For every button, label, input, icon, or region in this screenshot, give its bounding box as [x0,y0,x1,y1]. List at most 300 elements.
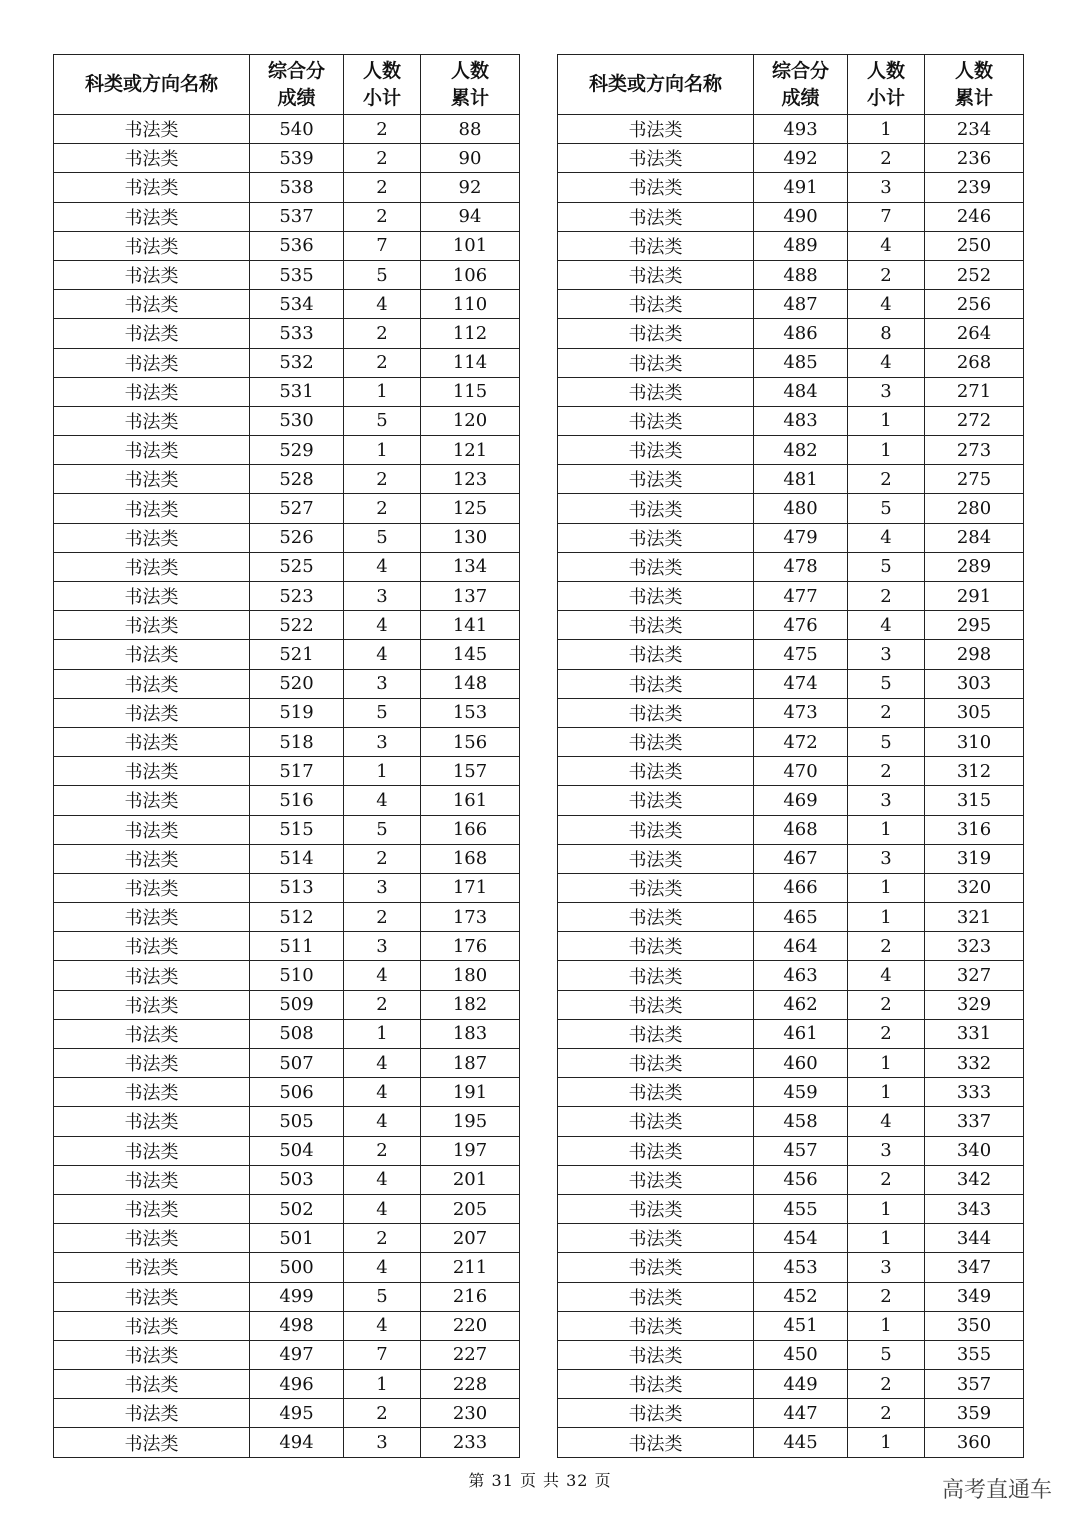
cell-name: 书法类 [54,319,250,348]
cell-cumulative: 112 [421,319,520,348]
cell-count: 3 [344,582,421,611]
cell-cumulative: 211 [421,1253,520,1282]
cell-count: 3 [848,640,925,669]
cell-score: 459 [754,1078,848,1107]
cell-score: 531 [250,377,344,406]
table-row [54,961,520,990]
cell-name: 书法类 [558,231,754,260]
cell-cumulative: 268 [925,348,1024,377]
cell-count: 5 [344,1282,421,1311]
cell-count: 3 [344,932,421,961]
cell-count: 7 [344,1340,421,1369]
table-row [558,1019,1024,1048]
cell-score: 454 [754,1224,848,1253]
cell-cumulative: 145 [421,640,520,669]
cell-count: 2 [848,144,925,173]
cell-count: 7 [848,202,925,231]
table-row [54,1165,520,1194]
cell-count: 3 [344,873,421,902]
cell-name: 书法类 [558,348,754,377]
cell-score: 474 [754,669,848,698]
cell-name: 书法类 [558,436,754,465]
table-row [54,260,520,289]
cell-score: 540 [250,115,344,144]
cell-count: 8 [848,319,925,348]
cell-cumulative: 110 [421,290,520,319]
cell-cumulative: 329 [925,990,1024,1019]
cell-count: 4 [344,552,421,581]
table-row [558,231,1024,260]
header-count: 人数 小计 [848,55,925,115]
table-row [558,1282,1024,1311]
cell-score: 483 [754,406,848,435]
table-row [54,1311,520,1340]
cell-name: 书法类 [54,1194,250,1223]
cell-count: 3 [848,377,925,406]
table-row [558,173,1024,202]
table-row [54,231,520,260]
cell-name: 书法类 [54,961,250,990]
cell-score: 458 [754,1107,848,1136]
cell-count: 2 [344,144,421,173]
cell-cumulative: 272 [925,406,1024,435]
cell-cumulative: 205 [421,1194,520,1223]
cell-name: 书法类 [54,1340,250,1369]
cell-cumulative: 315 [925,786,1024,815]
cell-name: 书法类 [54,873,250,902]
cell-count: 4 [344,786,421,815]
cell-count: 2 [344,202,421,231]
cell-cumulative: 94 [421,202,520,231]
cell-score: 505 [250,1107,344,1136]
header-name: 科类或方向名称 [54,55,250,115]
cell-name: 书法类 [54,1253,250,1282]
cell-count: 2 [344,903,421,932]
cell-name: 书法类 [54,903,250,932]
cell-score: 498 [250,1311,344,1340]
cell-name: 书法类 [54,552,250,581]
cell-name: 书法类 [558,582,754,611]
cell-cumulative: 161 [421,786,520,815]
cell-name: 书法类 [54,1428,250,1457]
cell-name: 书法类 [558,1311,754,1340]
cell-cumulative: 344 [925,1224,1024,1253]
cell-cumulative: 342 [925,1165,1024,1194]
table-row [54,757,520,786]
cell-score: 538 [250,173,344,202]
cell-cumulative: 153 [421,698,520,727]
cell-count: 4 [344,961,421,990]
cell-count: 2 [848,260,925,289]
cell-cumulative: 120 [421,406,520,435]
cell-cumulative: 156 [421,727,520,756]
cell-name: 书法类 [558,1399,754,1428]
table-row [54,523,520,552]
table-row [558,1253,1024,1282]
cell-name: 书法类 [558,611,754,640]
cell-score: 460 [754,1049,848,1078]
cell-score: 492 [754,144,848,173]
cell-name: 书法类 [54,523,250,552]
score-table-left [53,54,520,1458]
cell-count: 1 [344,757,421,786]
cell-score: 523 [250,582,344,611]
header-score: 综合分 成绩 [250,55,344,115]
cell-name: 书法类 [54,815,250,844]
cell-cumulative: 333 [925,1078,1024,1107]
table-row [54,1370,520,1399]
cell-count: 2 [848,465,925,494]
cell-cumulative: 216 [421,1282,520,1311]
table-row [54,406,520,435]
cell-score: 455 [754,1194,848,1223]
cell-score: 457 [754,1136,848,1165]
cell-name: 书法类 [558,786,754,815]
table-row [558,436,1024,465]
cell-name: 书法类 [54,465,250,494]
cell-name: 书法类 [558,932,754,961]
cell-count: 2 [344,494,421,523]
cell-count: 3 [848,1253,925,1282]
table-row [54,1107,520,1136]
cell-count: 2 [344,1399,421,1428]
cell-score: 482 [754,436,848,465]
header-score: 综合分 成绩 [754,55,848,115]
table-row [558,552,1024,581]
table-row [558,727,1024,756]
cell-name: 书法类 [558,202,754,231]
cell-cumulative: 310 [925,727,1024,756]
cell-score: 484 [754,377,848,406]
cell-cumulative: 207 [421,1224,520,1253]
cell-name: 书法类 [54,260,250,289]
table-row [54,669,520,698]
cell-count: 2 [848,990,925,1019]
cell-count: 1 [848,873,925,902]
table-row [54,698,520,727]
cell-score: 466 [754,873,848,902]
cell-cumulative: 134 [421,552,520,581]
cell-name: 书法类 [54,1165,250,1194]
cell-name: 书法类 [558,1165,754,1194]
cell-name: 书法类 [558,144,754,173]
cell-score: 501 [250,1224,344,1253]
table-row [558,1107,1024,1136]
cell-name: 书法类 [54,786,250,815]
cell-score: 449 [754,1370,848,1399]
cell-score: 494 [250,1428,344,1457]
cell-count: 1 [344,377,421,406]
table-row [54,348,520,377]
cell-cumulative: 180 [421,961,520,990]
table-row [54,173,520,202]
cell-cumulative: 125 [421,494,520,523]
table-row [558,873,1024,902]
cell-cumulative: 250 [925,231,1024,260]
cell-name: 书法类 [54,698,250,727]
cell-score: 499 [250,1282,344,1311]
cell-name: 书法类 [54,115,250,144]
cell-cumulative: 101 [421,231,520,260]
cell-cumulative: 114 [421,348,520,377]
cell-name: 书法类 [558,844,754,873]
cell-score: 470 [754,757,848,786]
cell-score: 445 [754,1428,848,1457]
cell-cumulative: 182 [421,990,520,1019]
table-row [558,260,1024,289]
cell-name: 书法类 [558,1224,754,1253]
cell-score: 468 [754,815,848,844]
table-row [54,552,520,581]
cell-score: 508 [250,1019,344,1048]
cell-score: 537 [250,202,344,231]
cell-score: 520 [250,669,344,698]
table-row [558,757,1024,786]
cell-name: 书法类 [54,173,250,202]
cell-count: 4 [848,961,925,990]
cell-name: 书法类 [558,873,754,902]
cell-name: 书法类 [558,669,754,698]
cell-count: 4 [344,611,421,640]
table-row [54,290,520,319]
cell-score: 532 [250,348,344,377]
table-row [558,1428,1024,1457]
cell-name: 书法类 [54,1399,250,1428]
cell-count: 3 [848,844,925,873]
cell-count: 2 [848,1019,925,1048]
table-row [54,1399,520,1428]
cell-cumulative: 355 [925,1340,1024,1369]
table-row [54,1078,520,1107]
cell-cumulative: 227 [421,1340,520,1369]
cell-cumulative: 191 [421,1078,520,1107]
cell-count: 5 [344,406,421,435]
header-cumulative: 人数 累计 [925,55,1024,115]
cell-score: 485 [754,348,848,377]
cell-cumulative: 327 [925,961,1024,990]
cell-name: 书法类 [558,1136,754,1165]
table-row [558,1340,1024,1369]
cell-cumulative: 234 [925,115,1024,144]
cell-name: 书法类 [558,523,754,552]
table-row [54,436,520,465]
table-row [558,290,1024,319]
table-row [558,844,1024,873]
table-row [54,1282,520,1311]
cell-score: 518 [250,727,344,756]
cell-score: 504 [250,1136,344,1165]
cell-name: 书法类 [558,1428,754,1457]
cell-name: 书法类 [54,290,250,319]
table-row [558,669,1024,698]
cell-score: 469 [754,786,848,815]
cell-name: 书法类 [54,1282,250,1311]
cell-score: 517 [250,757,344,786]
cell-name: 书法类 [54,1078,250,1107]
cell-cumulative: 323 [925,932,1024,961]
cell-cumulative: 148 [421,669,520,698]
cell-name: 书法类 [558,377,754,406]
cell-score: 461 [754,1019,848,1048]
table-row [54,786,520,815]
table-row [54,1253,520,1282]
cell-cumulative: 197 [421,1136,520,1165]
cell-cumulative: 303 [925,669,1024,698]
cell-score: 506 [250,1078,344,1107]
cell-count: 5 [848,727,925,756]
table-row [558,961,1024,990]
cell-name: 书法类 [54,844,250,873]
cell-cumulative: 321 [925,903,1024,932]
cell-cumulative: 337 [925,1107,1024,1136]
cell-name: 书法类 [558,1370,754,1399]
cell-count: 2 [344,173,421,202]
cell-count: 1 [344,1019,421,1048]
cell-count: 2 [344,115,421,144]
cell-count: 3 [344,727,421,756]
table-row [558,1078,1024,1107]
table-row [54,1428,520,1457]
cell-score: 452 [754,1282,848,1311]
cell-score: 530 [250,406,344,435]
cell-count: 1 [848,1078,925,1107]
table-row [54,582,520,611]
cell-name: 书法类 [558,698,754,727]
cell-cumulative: 106 [421,260,520,289]
cell-score: 502 [250,1194,344,1223]
cell-score: 490 [754,202,848,231]
cell-count: 4 [344,1078,421,1107]
cell-name: 书法类 [54,932,250,961]
cell-cumulative: 92 [421,173,520,202]
cell-cumulative: 264 [925,319,1024,348]
cell-cumulative: 360 [925,1428,1024,1457]
cell-name: 书法类 [558,290,754,319]
cell-cumulative: 298 [925,640,1024,669]
cell-score: 497 [250,1340,344,1369]
cell-count: 2 [848,698,925,727]
table-row [558,1049,1024,1078]
cell-score: 487 [754,290,848,319]
cell-cumulative: 90 [421,144,520,173]
table-row [558,1165,1024,1194]
cell-count: 4 [344,1165,421,1194]
cell-name: 书法类 [558,1282,754,1311]
cell-score: 511 [250,932,344,961]
cell-name: 书法类 [54,494,250,523]
cell-name: 书法类 [54,231,250,260]
cell-score: 480 [754,494,848,523]
cell-name: 书法类 [558,465,754,494]
cell-name: 书法类 [54,406,250,435]
cell-score: 488 [754,260,848,289]
cell-cumulative: 291 [925,582,1024,611]
table-row [558,115,1024,144]
cell-cumulative: 183 [421,1019,520,1048]
cell-name: 书法类 [54,727,250,756]
cell-score: 522 [250,611,344,640]
score-table-right [557,54,1024,1458]
cell-cumulative: 236 [925,144,1024,173]
cell-count: 5 [344,815,421,844]
cell-count: 2 [344,465,421,494]
cell-cumulative: 141 [421,611,520,640]
cell-count: 1 [848,815,925,844]
cell-count: 2 [848,1370,925,1399]
table-row [558,377,1024,406]
cell-name: 书法类 [558,1078,754,1107]
cell-score: 507 [250,1049,344,1078]
cell-name: 书法类 [54,377,250,406]
cell-name: 书法类 [54,348,250,377]
table-row [54,640,520,669]
cell-score: 529 [250,436,344,465]
cell-name: 书法类 [558,1107,754,1136]
cell-name: 书法类 [558,1340,754,1369]
cell-score: 513 [250,873,344,902]
cell-cumulative: 246 [925,202,1024,231]
cell-score: 462 [754,990,848,1019]
cell-cumulative: 220 [421,1311,520,1340]
cell-count: 4 [344,290,421,319]
cell-count: 4 [344,1194,421,1223]
cell-count: 3 [848,173,925,202]
cell-name: 书法类 [558,494,754,523]
cell-score: 451 [754,1311,848,1340]
cell-count: 3 [848,1136,925,1165]
cell-count: 2 [344,1224,421,1253]
table-row [558,698,1024,727]
cell-count: 4 [344,1253,421,1282]
table-row [54,115,520,144]
table-row [54,1049,520,1078]
cell-cumulative: 195 [421,1107,520,1136]
cell-name: 书法类 [558,640,754,669]
cell-name: 书法类 [558,1194,754,1223]
cell-count: 1 [344,1370,421,1399]
cell-name: 书法类 [54,640,250,669]
cell-count: 5 [848,1340,925,1369]
cell-cumulative: 357 [925,1370,1024,1399]
table-row [54,873,520,902]
cell-cumulative: 88 [421,115,520,144]
cell-count: 2 [344,990,421,1019]
table-row [54,1136,520,1165]
header-cumulative: 人数 累计 [421,55,520,115]
table-row [54,465,520,494]
cell-score: 503 [250,1165,344,1194]
table-row [558,202,1024,231]
table-row [54,903,520,932]
table-row [54,1224,520,1253]
cell-count: 2 [848,1165,925,1194]
cell-cumulative: 230 [421,1399,520,1428]
cell-cumulative: 176 [421,932,520,961]
cell-name: 书法类 [558,173,754,202]
cell-count: 4 [848,348,925,377]
cell-cumulative: 123 [421,465,520,494]
cell-score: 491 [754,173,848,202]
table-row [558,1194,1024,1223]
cell-score: 481 [754,465,848,494]
cell-cumulative: 130 [421,523,520,552]
cell-cumulative: 157 [421,757,520,786]
table-row [54,611,520,640]
cell-score: 475 [754,640,848,669]
cell-cumulative: 137 [421,582,520,611]
table-row [558,786,1024,815]
table-row [54,494,520,523]
